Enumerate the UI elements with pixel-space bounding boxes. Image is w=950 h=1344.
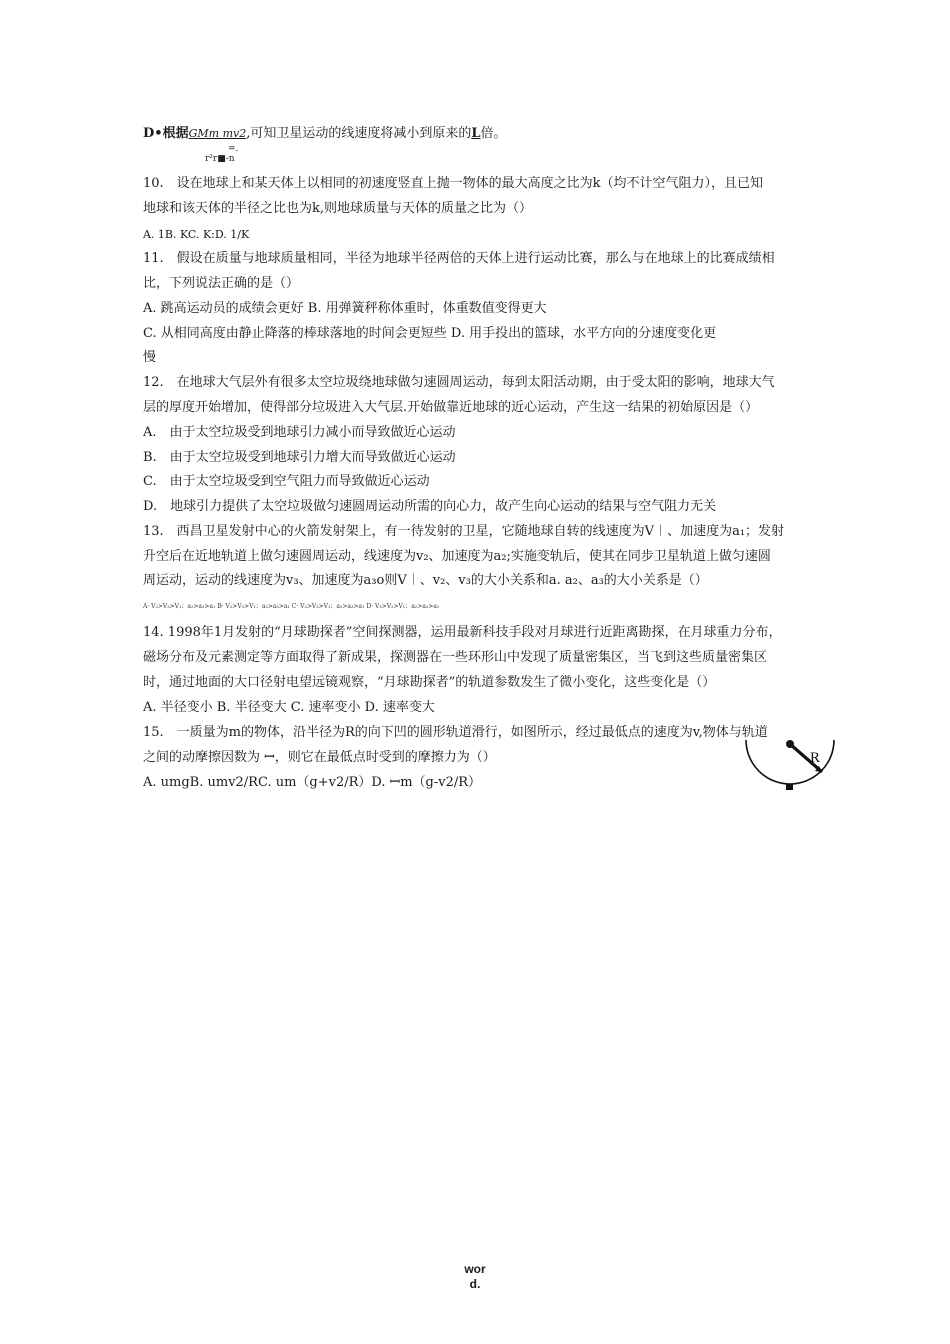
formula-equals: =. [228,144,239,154]
q14-line-1: 14. 1998年1月发射的“月球勘探者”空间探测器，运用最新科技手段对月球进行近距离勘探，在月球重力分布， [143,625,782,640]
q10-line-2: 地球和该天体的半径之比也为k,则地球质量与天体的质量之比为（） [143,201,533,216]
q12-option-a: A. 由于太空垃圾受到地球引力减小而导致做近心运动 [143,425,456,440]
q12-option-d: D. 地球引力提供了太空垃圾做匀速圆周运动所需的向心力，故产生向心运动的结果与空气阻力无关 [143,499,717,514]
q15-line-2: 之间的动摩擦因数为 ꟷ，则它在最低点时受到的摩擦力为（） [143,750,496,765]
q11-options-ab: A. 跳高运动员的成绩会更好 B. 用弹簧秤称体重时，体重数值变得更大 [143,301,547,316]
q12-line-1: 12. 在地球大气层外有很多太空垃圾绕地球做匀速圆周运动，每到太阳活动期，由于受太阳的影响，地球大气 [143,375,775,390]
q14-line-2: 磁场分布及元素测定等方面取得了新成果，探测器在一些环形山中发现了质量密集区，当飞到这些质量密集区 [143,650,768,665]
q15-line-1: 15. 一质量为m的物体，沿半径为R的向下凹的圆形轨道滑行，如图所示，经过最低点的速度为v,物体与轨道 [143,725,768,740]
option-d-line [143,126,833,142]
q11-options-cd-cont: 慢 [143,350,157,365]
footer-line-1: wor [464,1262,486,1276]
q12-option-c: C. 由于太空垃圾受到空气阻力而导致做近心运动 [143,474,430,489]
footer-line-2: d. [469,1277,481,1291]
option-d-text: ,可知卫星运动的线速度将减小到原来的 [246,126,472,141]
q12-option-b: B. 由于太空垃圾受到地球引力增大而导致做近心运动 [143,450,456,465]
q14-options: A. 半径变小 B. 半径变大 C. 速率变小 D. 速率变大 [143,700,435,715]
q13-line-1: 13. 西昌卫星发射中心的火箭发射架上，有一待发射的卫星，它随地球自转的线速度为V︱、加速度为a₁；发射 [143,524,785,539]
q13-line-2: 升空后在近地轨道上做匀速圆周运动，线速度为v₂、加速度为a₂;实施变轨后，使其在同步卫星轨道上做匀速圆 [143,549,771,564]
q11-options-cd: C. 从相同高度由静止降落的棒球落地的时间会更短些 D. 用手投出的篮球，水平方向的分速度变化更 [143,326,717,341]
q13-line-3: 周运动，运动的线速度为v₃、加速度为a₃o则V︱、v₂、v₃的大小关系和a. a₂、a₃的大小关系是（） [143,573,708,588]
q13-options: A· V₂>V₃>V₁；a₂>a₃>a₁ B· V₂>V₃>V₁；a₂>a₃>a₁ C· V₂>V₃>V₁；a₂>a₃>a₁ D· V₃>V₂>V₁；a₂>a₃>a₁ [143,603,440,610]
q15-options: A. umgB. umv2/RC. um（g+v2/R）D. ꟷm（g-v2/R） [143,775,482,790]
q12-line-2: 层的厚度开始增加，使得部分垃圾进入大气层.开始做靠近地球的近心运动，产生这一结果的初始原因是（） [143,400,759,415]
option-d-prefix: D•根据 [143,126,189,141]
q10-options: A. 1B. KC. K:D. 1/K [143,228,250,241]
radius-label: R [810,750,821,766]
q14-line-3: 时，通过地面的大口径射电望远镜观察，“月球勘探者”的轨道参数发生了微小变化，这些变化是（） [143,675,716,690]
sliding-block [786,784,793,790]
formula-denominator: r²r■-n [205,154,235,164]
q10-line-1: 10. 设在地球上和某天体上以相同的初速度竖直上抛一物体的最大高度之比为k（均不计空气阻力），且已知 [143,176,764,191]
formula-numerator: GMm mv2 [188,127,247,140]
q11-line-1: 11. 假设在质量与地球质量相同，半径为地球半径两倍的天体上进行运动比赛，那么与在地球上的比赛成绩相 [143,251,775,266]
q11-line-2: 比，下列说法正确的是（） [143,276,300,291]
semicircle-track-icon [744,738,836,798]
option-d-suffix: 倍。 [480,126,507,141]
option-d-underlined-value: L [471,126,481,141]
